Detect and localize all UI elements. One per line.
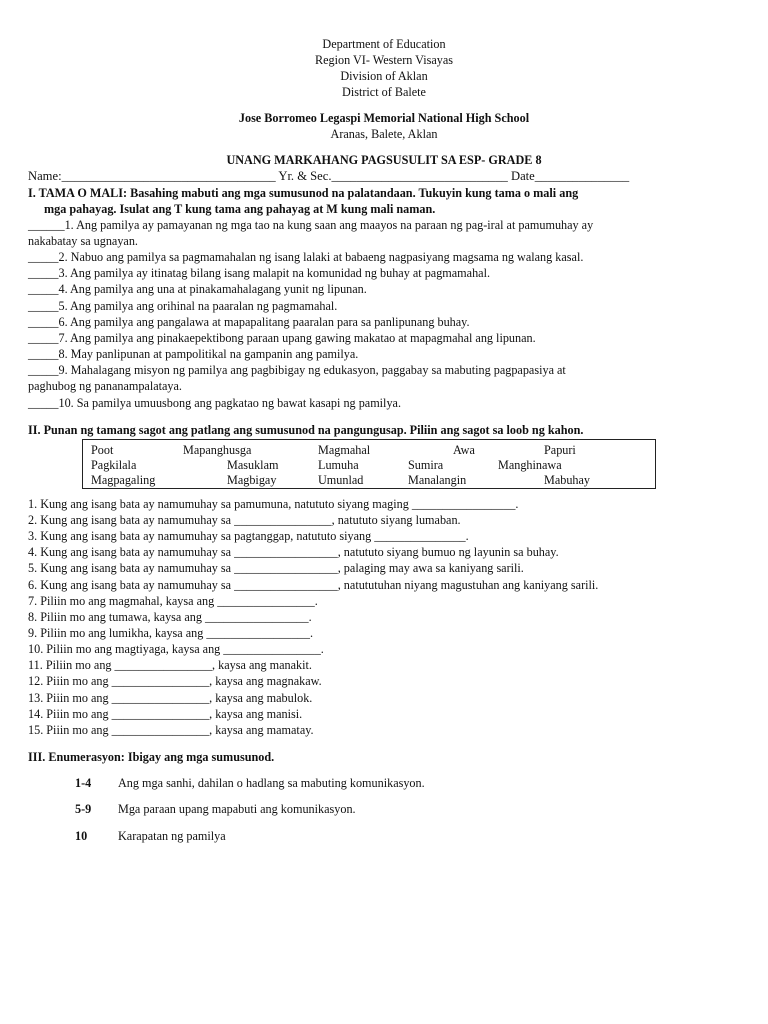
school-name: Jose Borromeo Legaspi Memorial National High School: [238, 111, 530, 125]
word-bank-item: Umunlad: [318, 473, 364, 487]
header-region: Region VI- Western Visayas: [314, 53, 454, 67]
part1-line: nakabatay sa ugnayan.: [28, 234, 138, 248]
part1-line: _____9. Mahalagang misyon ng pamilya ang pagbibigay ng edukasyon, paggabay sa mabuting pagpapasiya at: [28, 363, 566, 377]
word-bank-item: Manghinawa: [498, 458, 562, 472]
word-bank-item: Awa: [453, 443, 475, 457]
part2-item: 8. Piliin mo ang tumawa, kaysa ang _________________.: [28, 610, 312, 624]
part1-line: _____10. Sa pamilya umuusbong ang pagkatao ng bawat kasapi ng pamilya.: [28, 396, 401, 410]
word-bank-item: Mapanghusga: [183, 443, 252, 457]
part2-item: 2. Kung ang isang bata ay namumuhay sa ________________, natututo siyang lumaban.: [28, 513, 461, 527]
part2-instruction: II. Punan ng tamang sagot ang patlang ang sumusunod na pangungusap. Piliin ang sagot sa loob ng kahon.: [28, 423, 584, 437]
part1-line: _____5. Ang pamilya ang orihinal na paaralan ng pagmamahal.: [28, 299, 338, 313]
enum-number: 5-9: [75, 802, 92, 816]
word-bank-box: [82, 439, 656, 489]
part1-instruction-2: mga pahayag. Isulat ang T kung tama ang pahayag at M kung mali naman.: [44, 202, 436, 216]
exam-title: UNANG MARKAHANG PAGSUSULIT SA ESP- GRADE 8: [226, 153, 542, 167]
school-address: Aranas, Balete, Aklan: [330, 127, 438, 141]
enum-text: Ang mga sanhi, dahilan o hadlang sa mabuting komunikasyon.: [118, 776, 425, 790]
part2-item: 10. Piliin mo ang magtiyaga, kaysa ang ________________.: [28, 642, 324, 656]
part2-item: 14. Piiin mo ang ________________, kaysa ang manisi.: [28, 707, 303, 721]
word-bank-item: Magmahal: [318, 443, 371, 457]
part2-item: 13. Piiin mo ang ________________, kaysa ang mabulok.: [28, 691, 313, 705]
enum-number: 10: [75, 829, 88, 843]
part2-item: 3. Kung ang isang bata ay namumuhay sa pagtanggap, natututo siyang _______________.: [28, 529, 469, 543]
enum-number: 1-4: [75, 776, 92, 790]
word-bank-item: Pagkilala: [91, 458, 137, 472]
header-dept: Department of Education: [322, 37, 446, 51]
word-bank-item: Masuklam: [227, 458, 279, 472]
part2-item: 4. Kung ang isang bata ay namumuhay sa _________________, natututo siyang bumuo ng layunin sa buhay.: [28, 545, 559, 559]
word-bank-item: Magbigay: [227, 473, 277, 487]
part1-line: _____4. Ang pamilya ang una at pinakamahalagang yunit ng lipunan.: [28, 282, 367, 296]
part1-line: _____6. Ang pamilya ang pangalawa at mapapalitang paaralan para sa panlipunang buhay.: [28, 315, 470, 329]
word-bank-item: Papuri: [544, 443, 576, 457]
part1-line: _____8. May panlipunan at pampolitikal na gampanin ang pamilya.: [28, 347, 359, 361]
word-bank-item: Sumira: [408, 458, 444, 472]
enum-text: Mga paraan upang mapabuti ang komunikasyon.: [118, 802, 356, 816]
part2-item: 11. Piliin mo ang ________________, kaysa ang manakit.: [28, 658, 312, 672]
part1-line: ______1. Ang pamilya ay pamayanan ng mga tao na kung saan ang maayos na paraan ng pag-iral at pamumuhay ay: [28, 218, 594, 232]
part3-instruction: III. Enumerasyon: Ibigay ang mga sumusunod.: [28, 750, 275, 764]
word-bank-item: Poot: [91, 443, 114, 457]
part2-item: 12. Piiin mo ang ________________, kaysa ang magnakaw.: [28, 674, 322, 688]
part1-line: paghubog ng pananampalataya.: [28, 379, 182, 393]
part1-line: _____3. Ang pamilya ay itinatag bilang isang malapit na komunidad ng buhay at pagmamahal.: [28, 266, 491, 280]
part1-line: _____2. Nabuo ang pamilya sa pagmamahalan ng isang lalaki at babaeng nagpasiyang magsama ng walang kasal.: [28, 250, 584, 264]
student-info-line: Name:__________________________________ Yr. & Sec.____________________________ Date_______________: [28, 169, 630, 183]
part2-item: 5. Kung ang isang bata ay namumuhay sa _________________, palaging may awa sa kaniyang sarili.: [28, 561, 524, 575]
enum-text: Karapatan ng pamilya: [118, 829, 226, 843]
part1-line: _____7. Ang pamilya ang pinakaepektibong paraan upang gawing makatao at mapagmahal ang lipunan.: [28, 331, 536, 345]
part2-item: 6. Kung ang isang bata ay namumuhay sa _________________, natututuhan niyang magustuhan ang kaniyang sarili.: [28, 578, 599, 592]
word-bank-item: Magpagaling: [91, 473, 156, 487]
word-bank-item: Lumuha: [318, 458, 359, 472]
header-division: Division of Aklan: [340, 69, 428, 83]
part2-item: 9. Piliin mo ang lumikha, kaysa ang _________________.: [28, 626, 314, 640]
word-bank-item: Mabuhay: [544, 473, 591, 487]
part1-instruction-1: I. TAMA O MALI: Basahing mabuti ang mga sumusunod na palatandaan. Tukuyin kung tama o mali ang: [28, 186, 579, 200]
part2-item: 1. Kung ang isang bata ay namumuhay sa pamumuna, natututo siyang maging _________________.: [28, 497, 519, 511]
header-district: District of Balete: [342, 85, 426, 99]
part2-item: 15. Piiin mo ang ________________, kaysa ang mamatay.: [28, 723, 314, 737]
part2-item: 7. Piliin mo ang magmahal, kaysa ang ________________.: [28, 594, 318, 608]
word-bank-item: Manalangin: [408, 473, 467, 487]
